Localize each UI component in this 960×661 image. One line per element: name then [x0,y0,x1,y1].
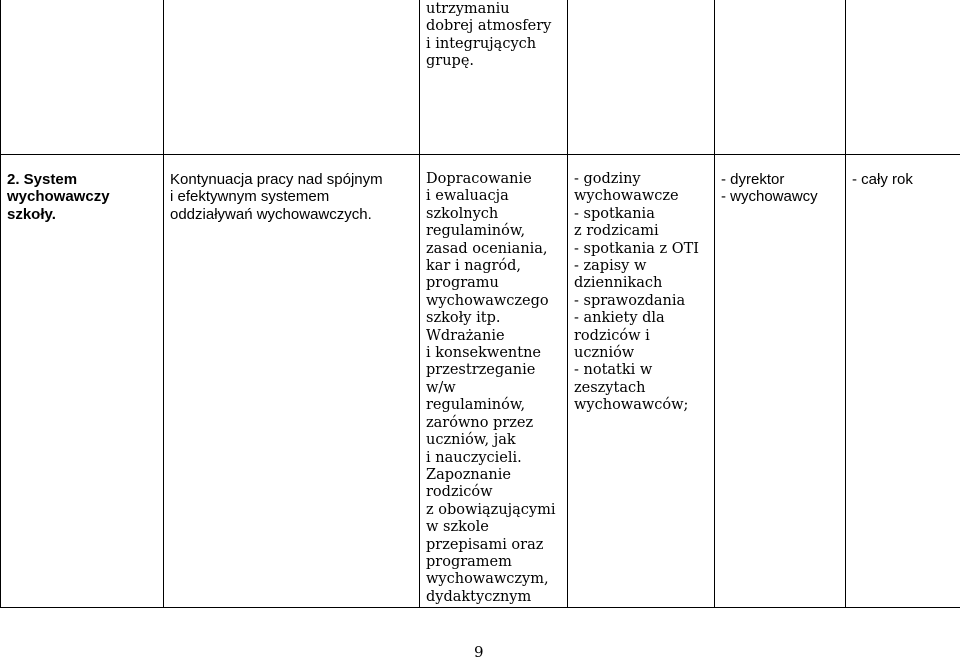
section-title-cell [1,155,164,608]
empty-cell [846,0,960,155]
methods-text: - godziny wychowawcze - spotkania z rodzicami - spotkania z OTI - zapisy w dziennikach - sprawozdania - ankiety dla rodziców i uczniów - notatki w zeszytach wychowawców; [574,171,699,414]
actions-text: Dopracowanie i ewaluacja szkolnych regulaminów, zasad oceniania, kar i nagród, programu wychowawczego szkoły itp. Wdrażanie i konsekwentne przestrzeganie w/w regulaminów, zarówno przez uczniów, jak i nauczycieli. Zapoznanie rodziców z obowiązującymi w szkole przepisami oraz programem wychowawczym, dydaktycznym [426,171,556,605]
table-row-continuation [1,0,960,155]
responsible-text: - dyrektor - wychowawcy [721,171,818,206]
section-title: 2. System wychowawczy szkoły. [7,171,110,223]
task-text: Kontynuacja pracy nad spójnym i efektywnym systemem oddziaływań wychowawczych. [170,171,383,223]
empty-cell [715,0,846,155]
continuation-text: utrzymaniu dobrej atmosfery i integrujących grupę. [426,1,552,70]
empty-cell [568,0,715,155]
responsible-cell [715,155,846,608]
page-number: 9 [474,643,484,661]
methods-cell [568,155,715,608]
task-cell [164,155,420,608]
continuation-cell [420,0,568,155]
table-row-section-2 [1,155,960,608]
empty-cell [164,0,420,155]
deadline-text: - cały rok [852,171,913,188]
empty-cell [1,0,164,155]
deadline-cell [846,155,960,608]
actions-cell [420,155,568,608]
